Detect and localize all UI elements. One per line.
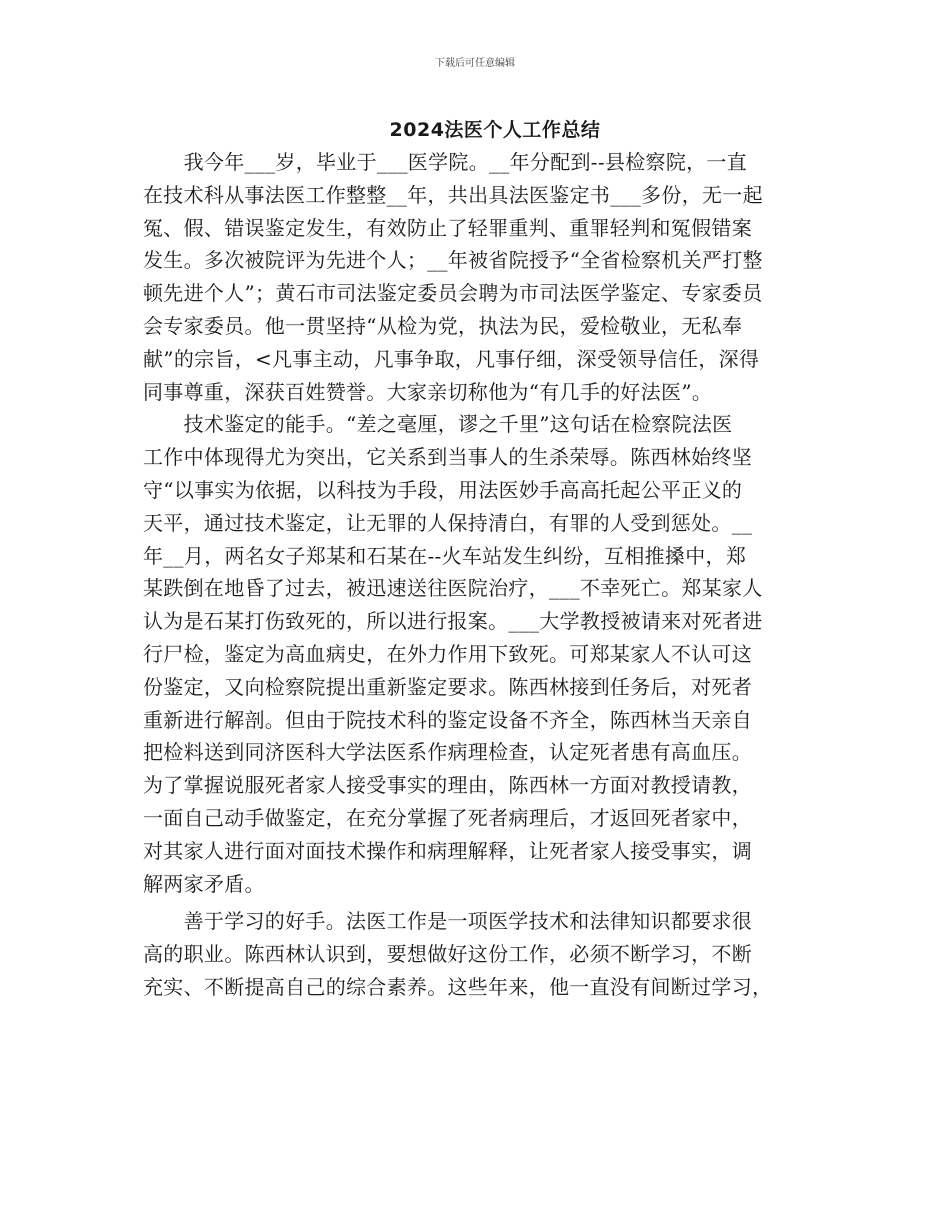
body-line: 年__月，两名女子郑某和石某在--火车站发生纠纷，互相推搡中，郑 bbox=[143, 543, 747, 568]
body-line: 工作中体现得尤为突出，它关系到当事人的生杀荣辱。陈西林始终坚 bbox=[143, 445, 752, 470]
body-line: 善于学习的好手。法医工作是一项医学技术和法律知识都要求很 bbox=[143, 909, 752, 934]
body-line: 冤、假、错误鉴定发生，有效防止了轻罪重判、重罪轻判和冤假错案 bbox=[143, 215, 752, 240]
body-line: 献”的宗旨，<凡事主动，凡事争取，凡事仔细，深受领导信任，深得 bbox=[143, 346, 760, 371]
body-line: 同事尊重，深获百姓赞誉。大家亲切称他为“有几手的好法医”。 bbox=[143, 379, 713, 404]
body-line: 高的职业。陈西林认识到，要想做好这份工作，必须不断学习，不断 bbox=[143, 942, 752, 967]
body-line: 天平，通过技术鉴定，让无罪的人保持清白，有罪的人受到惩处。__ bbox=[143, 510, 753, 535]
body-line: 我今年___岁，毕业于___医学院。__年分配到--县检察院，一直 bbox=[143, 150, 748, 174]
body-line: 充实、不断提高自己的综合素养。这些年来，他一直没有间断过学习， bbox=[143, 974, 773, 999]
body-line: 发生。多次被院评为先进个人；__年被省院授予“全省检察机关严打整 bbox=[143, 248, 763, 273]
body-line: 某跌倒在地昏了过去，被迅速送往医院治疗，___不幸死亡。郑某家人 bbox=[143, 576, 763, 601]
body-line: 会专家委员。他一贯坚持“从检为党，执法为民，爱检敬业，无私奉 bbox=[143, 313, 743, 338]
document-body bbox=[143, 146, 823, 1004]
body-line: 认为是石某打伤致死的，所以进行报案。___大学教授被请来对死者进 bbox=[143, 609, 763, 634]
body-line: 为了掌握说服死者家人接受事实的理由，陈西林一方面对教授请教， bbox=[143, 773, 752, 798]
body-line: 守“以事实为依据，以科技为手段，用法医妙手高高托起公平正义的 bbox=[143, 477, 743, 502]
body-line: 解两家矛盾。 bbox=[143, 871, 265, 896]
header-note: 下载后可任意编辑 bbox=[435, 58, 515, 69]
body-line: 重新进行解剖。但由于院技术科的鉴定设备不齐全，陈西林当天亲自 bbox=[143, 707, 752, 732]
document-title: 2024法医个人工作总结 bbox=[389, 119, 601, 141]
body-line: 顿先进个人”；黄石市司法鉴定委员会聘为市司法医学鉴定、专家委员 bbox=[143, 281, 763, 306]
body-line: 对其家人进行面对面技术操作和病理解释，让死者家人接受事实，调 bbox=[143, 838, 752, 863]
body-line: 一面自己动手做鉴定，在充分掌握了死者病理后，才返回死者家中， bbox=[143, 805, 752, 830]
body-line: 行尸检，鉴定为高血病史，在外力作用下致死。可郑某家人不认可这 bbox=[143, 641, 752, 666]
body-line: 技术鉴定的能手。“差之毫厘，谬之千里”这句话在检察院法医 bbox=[143, 412, 733, 437]
body-line: 份鉴定，又向检察院提出重新鉴定要求。陈西林接到任务后，对死者 bbox=[143, 674, 752, 699]
body-line: 在技术科从事法医工作整整__年，共出具法医鉴定书___多份，无一起 bbox=[143, 182, 763, 207]
body-line: 把检料送到同济医科大学法医系作病理检查，认定死者患有高血压。 bbox=[143, 740, 752, 765]
